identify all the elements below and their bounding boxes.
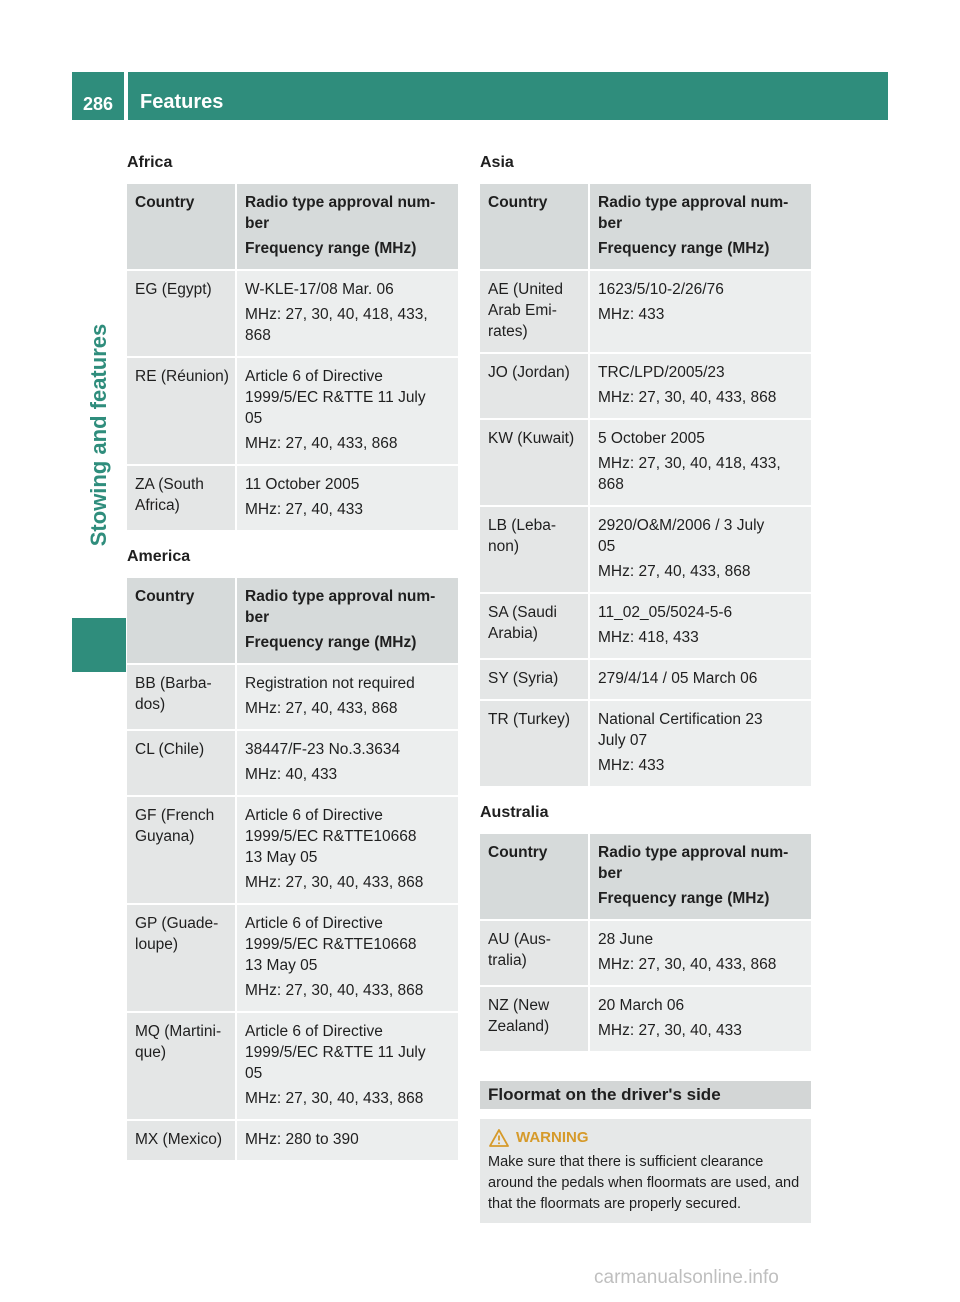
table-row bbox=[480, 987, 811, 1051]
approval-cell bbox=[237, 358, 458, 464]
country-cell: AE (United Arab Emi- rates) bbox=[480, 271, 588, 352]
approval-number: Registration not required bbox=[245, 675, 415, 692]
frequency-range: MHz: 27, 30, 40, 418, 433, 868 bbox=[245, 306, 428, 344]
right-column bbox=[480, 150, 811, 1223]
approval-number: 28 June bbox=[598, 931, 654, 948]
approval-cell bbox=[590, 987, 811, 1051]
approval-number: W-KLE-17/08 Mar. 06 bbox=[245, 281, 394, 298]
table-row bbox=[480, 354, 811, 418]
approval-number: 20 March 06 bbox=[598, 997, 685, 1014]
table-row bbox=[480, 507, 811, 592]
country-cell: JO (Jordan) bbox=[480, 354, 588, 418]
country-cell: SY (Syria) bbox=[480, 660, 588, 699]
approval-cell bbox=[237, 466, 458, 530]
approval-number: 11_02_05/5024-5-6 bbox=[598, 604, 733, 621]
country-cell: CL (Chile) bbox=[127, 731, 235, 795]
table-header-row bbox=[480, 834, 811, 919]
country-cell: BB (Barba- dos) bbox=[127, 665, 235, 729]
frequency-range: MHz: 433 bbox=[598, 306, 665, 323]
table-row bbox=[480, 701, 811, 786]
country-cell: RE (Réunion) bbox=[127, 358, 235, 464]
approval-cell bbox=[590, 701, 811, 786]
header-country: Country bbox=[480, 834, 588, 919]
frequency-range: MHz: 27, 40, 433 bbox=[245, 501, 364, 518]
table-row bbox=[127, 797, 458, 903]
header-approval bbox=[237, 184, 458, 269]
approval-cell bbox=[590, 420, 811, 505]
header-frequency: Frequency range (MHz) bbox=[598, 890, 770, 907]
country-cell: NZ (New Zealand) bbox=[480, 987, 588, 1051]
approval-cell bbox=[237, 1121, 458, 1160]
approval-cell bbox=[590, 354, 811, 418]
side-tab-label: Stowing and features bbox=[86, 323, 112, 547]
approval-cell bbox=[237, 665, 458, 729]
frequency-range: MHz: 27, 40, 433, 868 bbox=[598, 563, 751, 580]
header-country: Country bbox=[127, 578, 235, 663]
approval-number: MHz: 280 to 390 bbox=[245, 1131, 359, 1148]
approval-cell bbox=[590, 594, 811, 658]
header-frequency: Frequency range (MHz) bbox=[245, 634, 417, 651]
approval-number: Article 6 of Directive 1999/5/EC R&TTE10668 13 May 05 bbox=[245, 807, 417, 866]
frequency-range: MHz: 27, 40, 433, 868 bbox=[245, 700, 398, 717]
frequency-range: MHz: 27, 30, 40, 433, 868 bbox=[598, 389, 777, 406]
region-title-africa: Africa bbox=[127, 154, 173, 171]
approval-number: 11 October 2005 bbox=[245, 476, 360, 493]
frequency-range: MHz: 27, 30, 40, 433 bbox=[598, 1022, 742, 1039]
approval-number: Article 6 of Directive 1999/5/EC R&TTE 11 July 05 bbox=[245, 1023, 426, 1082]
country-cell: ZA (South Africa) bbox=[127, 466, 235, 530]
frequency-range: MHz: 27, 30, 40, 433, 868 bbox=[598, 956, 777, 973]
approval-cell bbox=[590, 271, 811, 352]
country-cell: TR (Turkey) bbox=[480, 701, 588, 786]
warning-label: WARNING bbox=[516, 1129, 589, 1146]
region-title-america: America bbox=[127, 548, 191, 565]
table-header-row bbox=[127, 184, 458, 269]
approval-number: 279/4/14 / 05 March 06 bbox=[598, 670, 758, 687]
approval-number: 2920/O&M/2006 / 3 July 05 bbox=[598, 517, 765, 555]
country-cell: GP (Guade- loupe) bbox=[127, 905, 235, 1011]
country-cell: SA (Saudi Arabia) bbox=[480, 594, 588, 658]
country-cell: AU (Aus- tralia) bbox=[480, 921, 588, 985]
table-row bbox=[127, 1013, 458, 1119]
approval-cell bbox=[237, 271, 458, 356]
header-approval-number: Radio type approval num- ber bbox=[245, 194, 436, 232]
approval-cell bbox=[237, 797, 458, 903]
approval-number: 5 October 2005 bbox=[598, 430, 705, 447]
approval-cell bbox=[237, 1013, 458, 1119]
approval-cell bbox=[590, 507, 811, 592]
approval-cell bbox=[237, 731, 458, 795]
frequency-range: MHz: 27, 40, 433, 868 bbox=[245, 435, 398, 452]
approval-cell bbox=[237, 905, 458, 1011]
country-cell: LB (Leba- non) bbox=[480, 507, 588, 592]
warning-box bbox=[480, 1119, 811, 1223]
approval-number: National Certification 23 July 07 bbox=[598, 711, 763, 749]
approval-number: TRC/LPD/2005/23 bbox=[598, 364, 725, 381]
country-cell: MQ (Martini- que) bbox=[127, 1013, 235, 1119]
table-africa bbox=[127, 184, 458, 530]
table-row bbox=[127, 665, 458, 729]
frequency-range: MHz: 40, 433 bbox=[245, 766, 338, 783]
section-title: Features bbox=[140, 91, 224, 113]
warning-header bbox=[488, 1127, 803, 1148]
country-cell: GF (French Guyana) bbox=[127, 797, 235, 903]
floormat-section-title: Floormat on the driver's side bbox=[480, 1081, 811, 1109]
approval-number: Article 6 of Directive 1999/5/EC R&TTE10668 13 May 05 bbox=[245, 915, 417, 974]
header-frequency: Frequency range (MHz) bbox=[245, 240, 417, 257]
table-row bbox=[480, 921, 811, 985]
table-asia bbox=[480, 184, 811, 786]
header-country: Country bbox=[480, 184, 588, 269]
table-row bbox=[127, 466, 458, 530]
table-row bbox=[480, 660, 811, 699]
watermark: carmanualsonline.info bbox=[594, 1267, 779, 1288]
table-row bbox=[127, 905, 458, 1011]
table-row bbox=[480, 420, 811, 505]
approval-number: 1623/5/10-2/26/76 bbox=[598, 281, 724, 298]
header-approval-number: Radio type approval num- ber bbox=[245, 588, 436, 626]
approval-number: 38447/F-23 No.3.3634 bbox=[245, 741, 401, 758]
header-frequency: Frequency range (MHz) bbox=[598, 240, 770, 257]
left-column bbox=[127, 150, 458, 1178]
table-header-row bbox=[480, 184, 811, 269]
header-country: Country bbox=[127, 184, 235, 269]
table-header-row bbox=[127, 578, 458, 663]
table-america bbox=[127, 578, 458, 1160]
country-cell: MX (Mexico) bbox=[127, 1121, 235, 1160]
country-cell: EG (Egypt) bbox=[127, 271, 235, 356]
table-row bbox=[127, 1121, 458, 1160]
page-header bbox=[72, 72, 888, 120]
table-row bbox=[127, 358, 458, 464]
frequency-range: MHz: 418, 433 bbox=[598, 629, 699, 646]
frequency-range: MHz: 433 bbox=[598, 757, 665, 774]
frequency-range: MHz: 27, 30, 40, 433, 868 bbox=[245, 874, 424, 891]
table-row bbox=[127, 271, 458, 356]
approval-cell bbox=[590, 660, 811, 699]
header-approval bbox=[237, 578, 458, 663]
region-title-asia: Asia bbox=[480, 154, 514, 171]
table-row bbox=[480, 594, 811, 658]
side-tab bbox=[72, 270, 126, 600]
warning-text: Make sure that there is sufficient clearance around the pedals when floormats are used, and that the floormats are properly secured. bbox=[488, 1154, 800, 1212]
table-row bbox=[127, 731, 458, 795]
page-number: 286 bbox=[82, 94, 114, 114]
table-australia bbox=[480, 834, 811, 1051]
country-cell: KW (Kuwait) bbox=[480, 420, 588, 505]
header-approval-number: Radio type approval num- ber bbox=[598, 194, 789, 232]
header-approval-number: Radio type approval num- ber bbox=[598, 844, 789, 882]
warning-triangle-icon bbox=[488, 1128, 510, 1148]
table-row bbox=[480, 271, 811, 352]
frequency-range: MHz: 27, 30, 40, 433, 868 bbox=[245, 982, 424, 999]
header-approval bbox=[590, 184, 811, 269]
approval-cell bbox=[590, 921, 811, 985]
approval-number: Article 6 of Directive 1999/5/EC R&TTE 11 July 05 bbox=[245, 368, 426, 427]
frequency-range: MHz: 27, 30, 40, 418, 433, 868 bbox=[598, 455, 781, 493]
side-tab-marker bbox=[72, 618, 126, 672]
region-title-australia: Australia bbox=[480, 804, 549, 821]
frequency-range: MHz: 27, 30, 40, 433, 868 bbox=[245, 1090, 424, 1107]
header-approval bbox=[590, 834, 811, 919]
